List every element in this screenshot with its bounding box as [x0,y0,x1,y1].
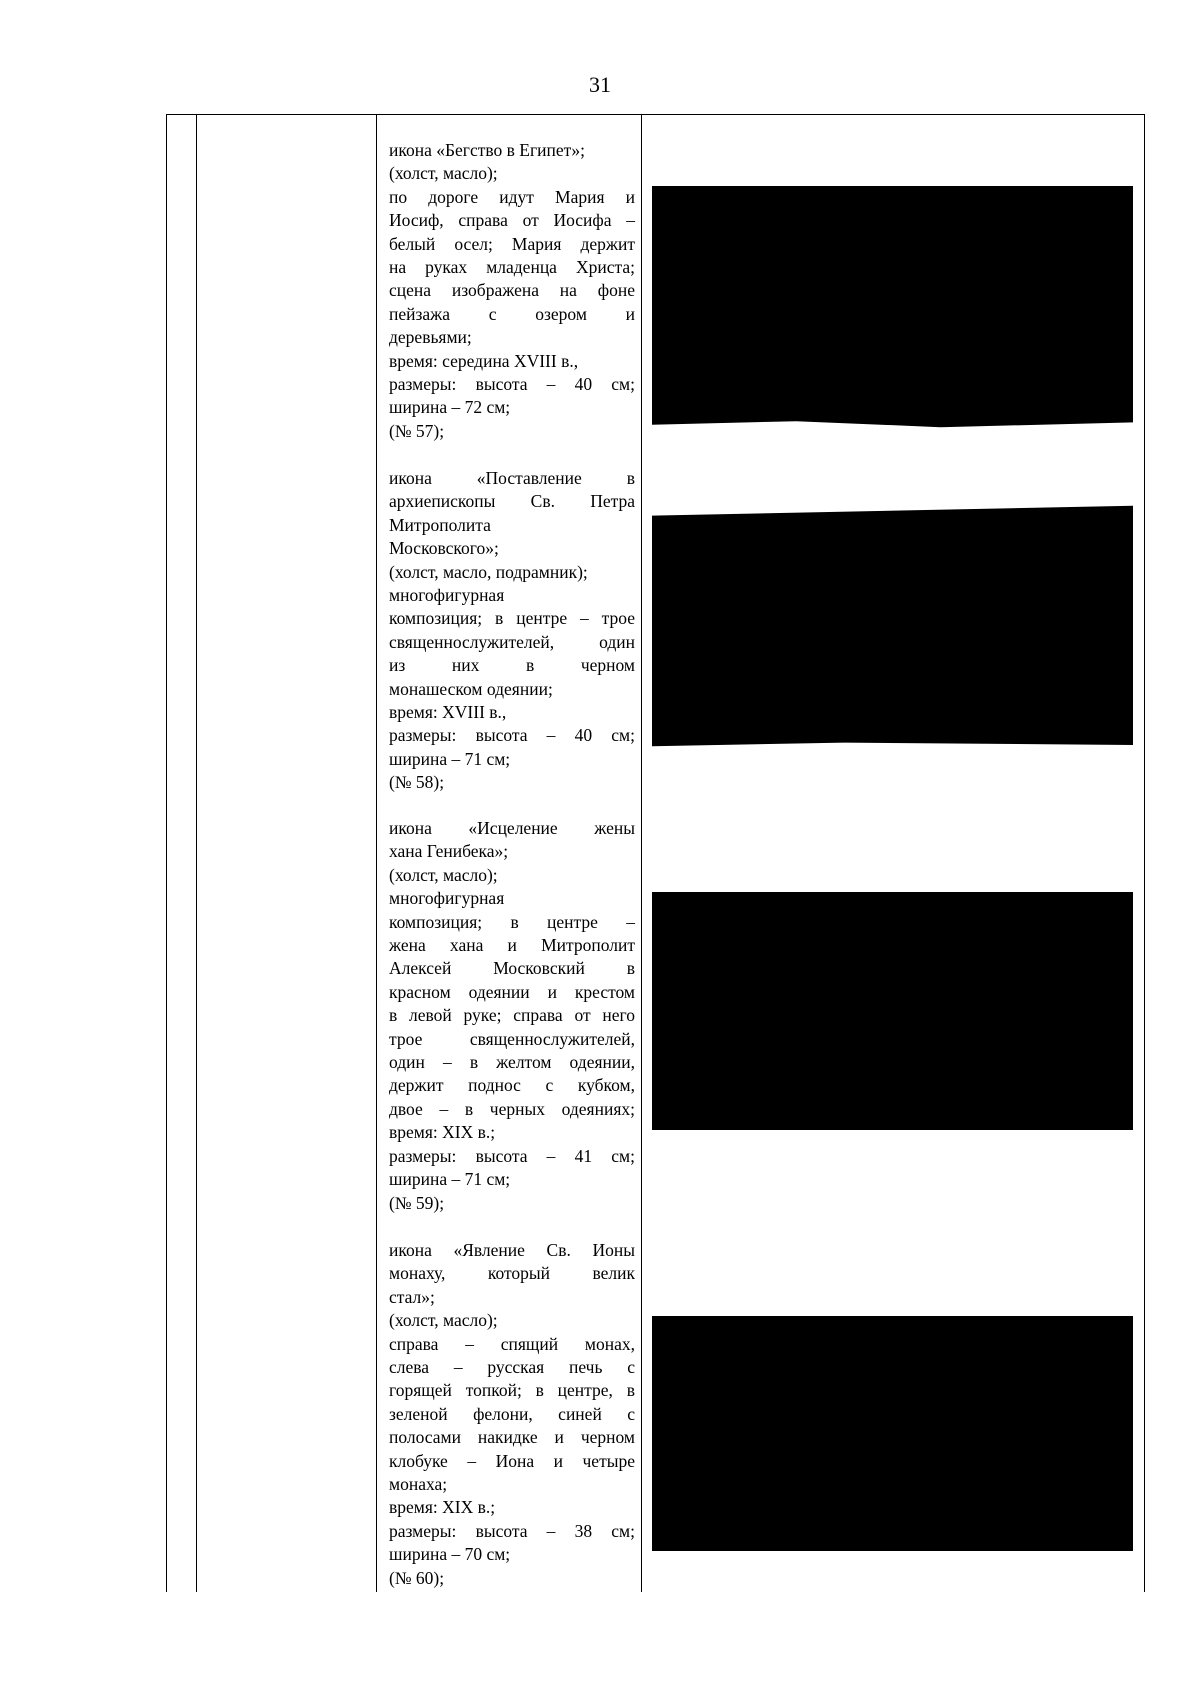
description-line: трое священнослужителей, [389,1028,635,1049]
description-line: многофигурная [389,585,505,606]
column-divider-2 [376,114,377,1592]
description-line: по дороге идут Мария и [389,186,635,207]
description-line: в левой руке; справа от него [389,1005,635,1026]
table-left-border [166,114,167,1592]
description-line: икона «Бегство в Египет»; [389,140,585,160]
description-line: на руках младенца Христа; [389,257,635,278]
table-right-border [1144,114,1145,1592]
description-line: архиепископы Св. Петра [389,491,635,512]
description-line: многофигурная [389,888,505,909]
description-line: деревьями; [389,327,472,348]
description-line: из них в черном [389,655,635,676]
description-line: жена хана и Митрополит [389,935,635,956]
description-line: белый осел; Мария держит [389,233,635,254]
description-line: ширина – 70 см; [389,1544,511,1565]
description-line: пейзажа с озером и [389,303,635,324]
description-line: ширина – 72 см; [389,397,511,418]
description-line: Иосиф, справа от Иосифа – [389,210,635,231]
description-line: Алексей Московский в [389,958,635,979]
description-line: размеры: высота – 40 см; [389,725,635,746]
description-line: размеры: высота – 38 см; [389,1520,635,1541]
description-line: стал»; [389,1286,435,1307]
table-top-border [166,114,1145,115]
description-line: (холст, масло); [389,864,498,885]
description-line: Московского»; [389,538,499,559]
description-line: слева – русская печь с [389,1357,635,1378]
description-line: (№ 59); [389,1192,445,1213]
description-line: композиция; в центре – [389,911,635,932]
column-divider-1 [196,114,197,1592]
description-line: клобуке – Иона и четыре [389,1450,635,1471]
description-line: Митрополита [389,514,491,535]
description-line: хана Генибека»; [389,841,509,862]
description-line: монашеском одеянии; [389,678,553,699]
description-line: время: XIX в.; [389,1122,496,1143]
description-line: размеры: высота – 41 см; [389,1145,635,1166]
column-divider-3 [641,114,642,1592]
description-line: икона «Поставление в [389,468,635,488]
description-line: размеры: высота – 40 см; [389,374,635,395]
description-line: икона «Явление Св. Ионы [389,1240,635,1260]
object-description-58 [389,467,635,795]
description-line: время: середина XVIII в., [389,350,579,371]
description-line: двое – в черных одеяниях; [389,1098,635,1119]
description-line: композиция; в центре – трое [389,608,635,629]
description-line: ширина – 71 см; [389,1169,511,1190]
description-line: держит поднос с кубком, [389,1075,635,1096]
description-line: красном одеянии и крестом [389,981,635,1002]
description-line: икона «Исцеление жены [389,818,635,838]
description-line: зеленой фелони, синей с [389,1403,635,1424]
description-line: священнослужителей, один [389,631,635,652]
object-description-57 [389,139,635,443]
object-description-60 [389,1239,635,1590]
description-line: монаха; [389,1474,448,1495]
description-line: время: XVIII в., [389,702,507,723]
description-line: один – в желтом одеянии, [389,1052,635,1073]
redacted-photo-58 [652,503,1133,751]
redacted-photo-59 [652,892,1133,1130]
description-line: сцена изображена на фоне [389,280,635,301]
description-line: полосами накидке и черном [389,1427,635,1448]
description-line: горящей топкой; в центре, в [389,1380,635,1401]
description-line: (холст, масло); [389,1310,498,1331]
redacted-photo-60 [652,1316,1133,1551]
description-line: монаху, который велик [389,1263,635,1284]
description-line: (холст, масло, подрамник); [389,561,588,582]
description-line: (№ 57); [389,420,445,441]
description-line: (холст, масло); [389,163,498,184]
redacted-photo-57 [652,186,1133,432]
description-line: ширина – 71 см; [389,748,511,769]
description-line: (№ 60); [389,1567,445,1588]
page-number: 31 [589,72,611,97]
object-description-59 [389,817,635,1215]
description-line: время: XIX в.; [389,1497,496,1518]
description-line: (№ 58); [389,772,445,793]
description-line: справа – спящий монах, [389,1333,635,1354]
